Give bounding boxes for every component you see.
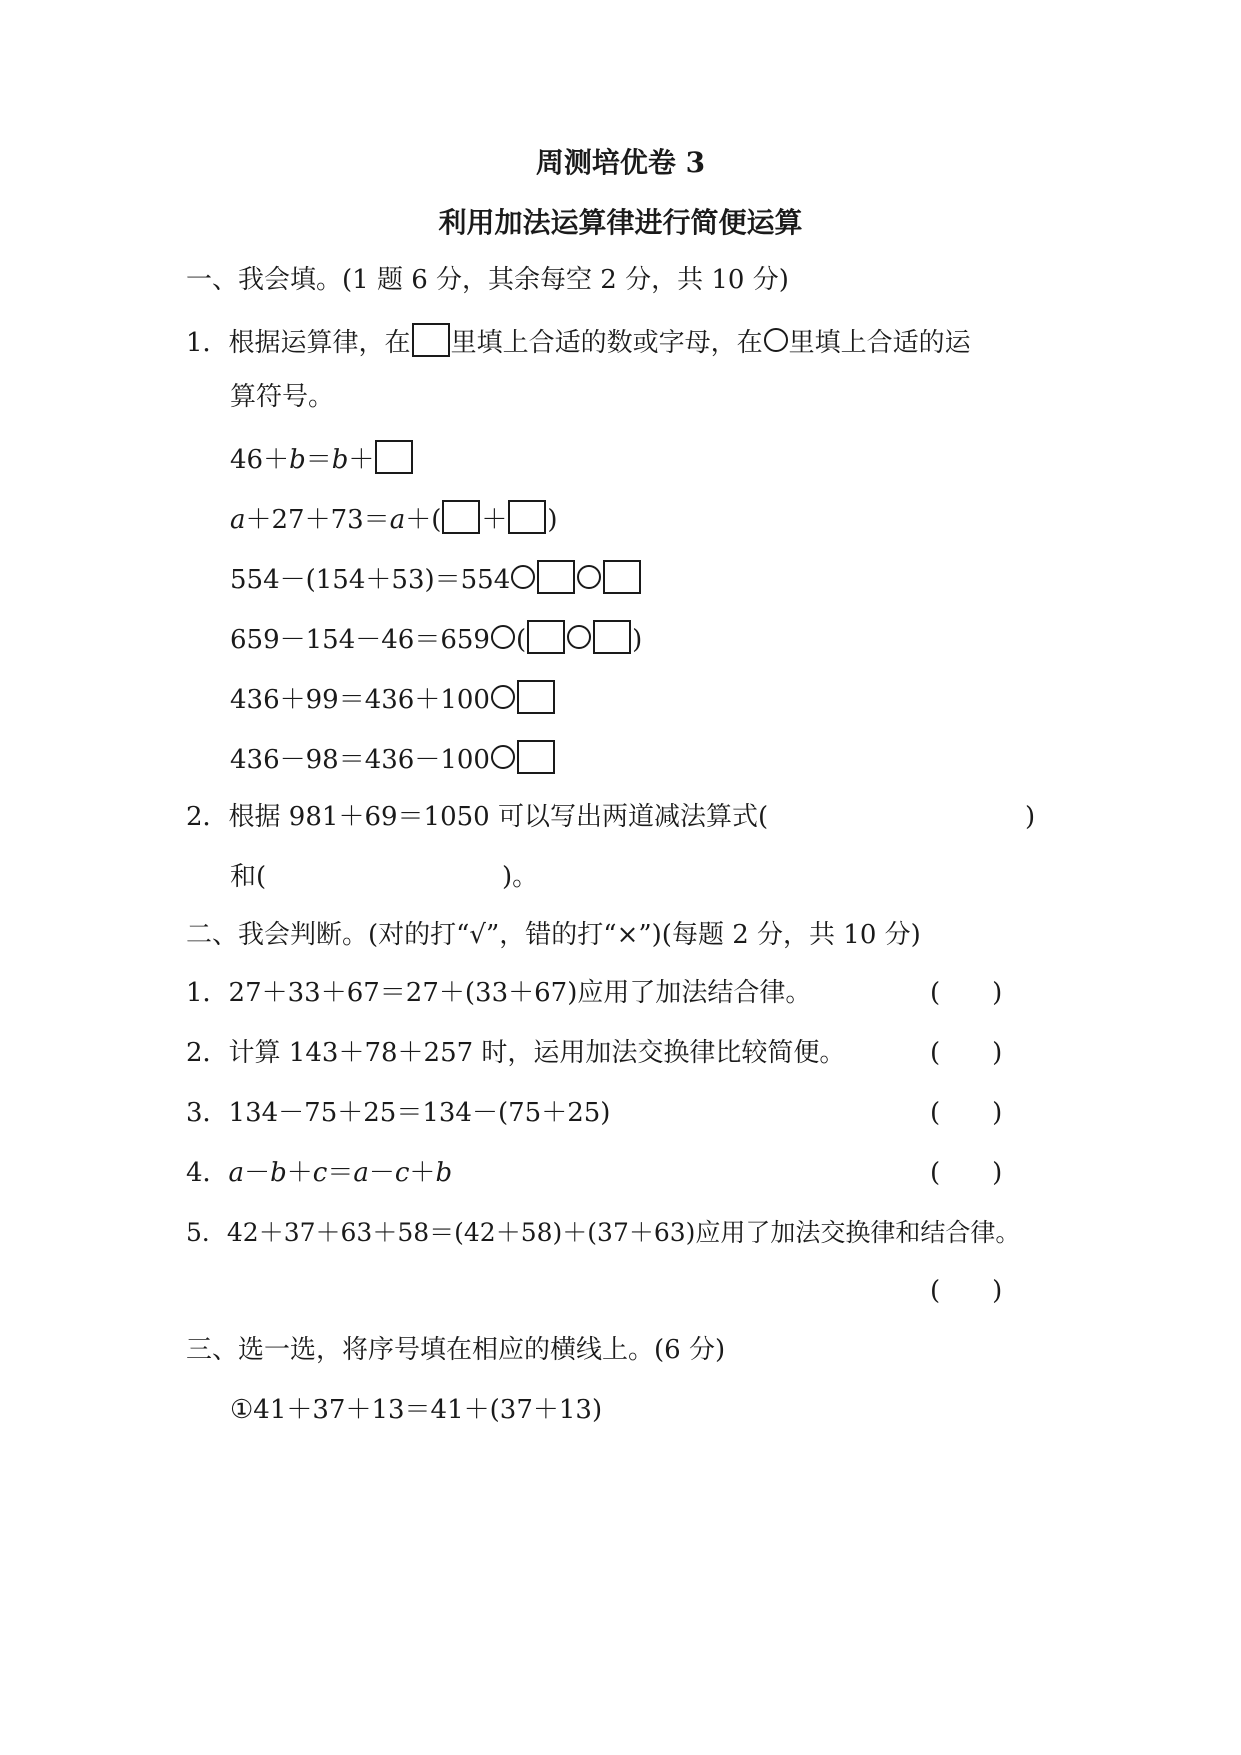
- equation-4: [230, 620, 642, 657]
- question-text: 134－75＋25＝134－(75＋25): [228, 1098, 611, 1128]
- eq-text: 436＋99＝436＋100: [230, 685, 490, 715]
- eq-text: ＋: [481, 505, 508, 535]
- answer-box[interactable]: [442, 500, 480, 534]
- eq-text: ＋: [409, 1158, 436, 1188]
- judge-item-4: [186, 1156, 452, 1190]
- eq-text: ＝: [327, 1158, 354, 1188]
- question-1-line-2: 算符号。: [230, 382, 335, 412]
- eq-text: ＋: [348, 445, 375, 475]
- section-1-heading: 一、我会填。(1 题 6 分，其余每空 2 分，共 10 分): [186, 265, 789, 295]
- section-3-heading: 三、选一选，将序号填在相应的横线上。(6 分): [186, 1335, 726, 1365]
- eq-var: a: [353, 1158, 369, 1188]
- page-title: 周测培优卷 3: [535, 146, 706, 179]
- eq-var: b: [435, 1158, 453, 1188]
- question-number: 2．: [186, 1038, 229, 1068]
- page-subtitle: 利用加法运算律进行简便运算: [438, 206, 803, 239]
- question-2-line-2: 和(: [230, 862, 267, 892]
- answer-circle[interactable]: [491, 685, 515, 709]
- eq-var: b: [331, 445, 349, 475]
- question-text: 根据运算律，在: [228, 328, 411, 358]
- question-text: 根据 981＋69＝1050 可以写出两道减法算式(: [228, 802, 769, 832]
- answer-circle[interactable]: [511, 565, 535, 589]
- answer-paren[interactable]: ( ): [930, 1098, 1003, 1128]
- eq-text: －: [368, 1158, 395, 1188]
- answer-box-icon: [412, 323, 450, 357]
- answer-box[interactable]: [537, 560, 575, 594]
- question-2-line-1: [186, 800, 768, 834]
- eq-text: －: [244, 1158, 271, 1188]
- equation-2: [230, 500, 558, 537]
- answer-circle[interactable]: [491, 745, 515, 769]
- answer-box[interactable]: [375, 440, 413, 474]
- judge-item-2: [186, 1036, 845, 1070]
- answer-circle-icon: [764, 328, 788, 352]
- eq-text: 659－154－46＝659: [230, 625, 490, 655]
- eq-text: 554－(154＋53)＝554: [230, 565, 511, 595]
- eq-text: ＋(: [405, 505, 442, 535]
- question-number: 2．: [186, 802, 229, 832]
- eq-var: a: [230, 505, 246, 535]
- eq-text: ＝: [305, 445, 332, 475]
- question-1-line-1: [186, 323, 971, 360]
- eq-text: ＋27＋73＝: [245, 505, 390, 535]
- eq-var: a: [228, 1158, 245, 1188]
- answer-box[interactable]: [527, 620, 565, 654]
- answer-box[interactable]: [508, 500, 546, 534]
- answer-box[interactable]: [593, 620, 631, 654]
- eq-var: b: [289, 445, 306, 475]
- eq-text: ): [547, 505, 558, 535]
- question-text: 计算 143＋78＋257 时，运用加法交换律比较简便。: [228, 1038, 846, 1068]
- answer-box[interactable]: [603, 560, 641, 594]
- equation-6: [230, 740, 556, 777]
- answer-paren[interactable]: ( ): [930, 1276, 1003, 1306]
- answer-blank-close: )。: [502, 862, 539, 892]
- answer-paren[interactable]: ( ): [930, 1038, 1003, 1068]
- judge-item-3: [186, 1096, 610, 1130]
- answer-circle[interactable]: [577, 565, 601, 589]
- eq-var: a: [389, 505, 406, 535]
- question-number: 1．: [186, 978, 229, 1008]
- judge-item-1: [186, 976, 811, 1010]
- question-text: 里填上合适的运: [788, 328, 971, 358]
- question-number: 5．: [186, 1218, 227, 1247]
- choice-item-1: ①41＋37＋13＝41＋(37＋13): [230, 1395, 603, 1425]
- question-text: 里填上合适的数或字母，在: [450, 328, 763, 358]
- eq-var: b: [270, 1158, 287, 1188]
- equation-5: [230, 680, 556, 717]
- question-number: 3．: [186, 1098, 229, 1128]
- answer-box[interactable]: [517, 680, 555, 714]
- eq-text: 46＋: [230, 445, 290, 475]
- section-2-heading: 二、我会判断。(对的打“√”，错的打“×”)(每题 2 分，共 10 分): [186, 920, 921, 950]
- eq-text: ＋: [286, 1158, 313, 1188]
- equation-3: [230, 560, 642, 597]
- eq-var: c: [394, 1158, 410, 1188]
- answer-blank-close: ): [1025, 802, 1036, 832]
- eq-var: c: [312, 1158, 328, 1188]
- eq-text: ): [632, 625, 643, 655]
- answer-box[interactable]: [517, 740, 555, 774]
- question-number: 1．: [186, 328, 229, 358]
- equation-1: [230, 440, 414, 477]
- answer-paren[interactable]: ( ): [930, 1158, 1003, 1188]
- answer-circle[interactable]: [567, 625, 591, 649]
- answer-paren[interactable]: ( ): [930, 978, 1003, 1008]
- answer-circle[interactable]: [491, 625, 515, 649]
- question-text: 42＋37＋63＋58＝(42＋58)＋(37＋63)应用了加法交换律和结合律。: [226, 1218, 1021, 1247]
- question-text: 27＋33＋67＝27＋(33＋67)应用了加法结合律。: [228, 978, 812, 1008]
- eq-text: 436－98＝436－100: [230, 745, 490, 775]
- eq-text: (: [515, 625, 527, 655]
- judge-item-5: [186, 1216, 1020, 1250]
- question-number: 4．: [186, 1158, 229, 1188]
